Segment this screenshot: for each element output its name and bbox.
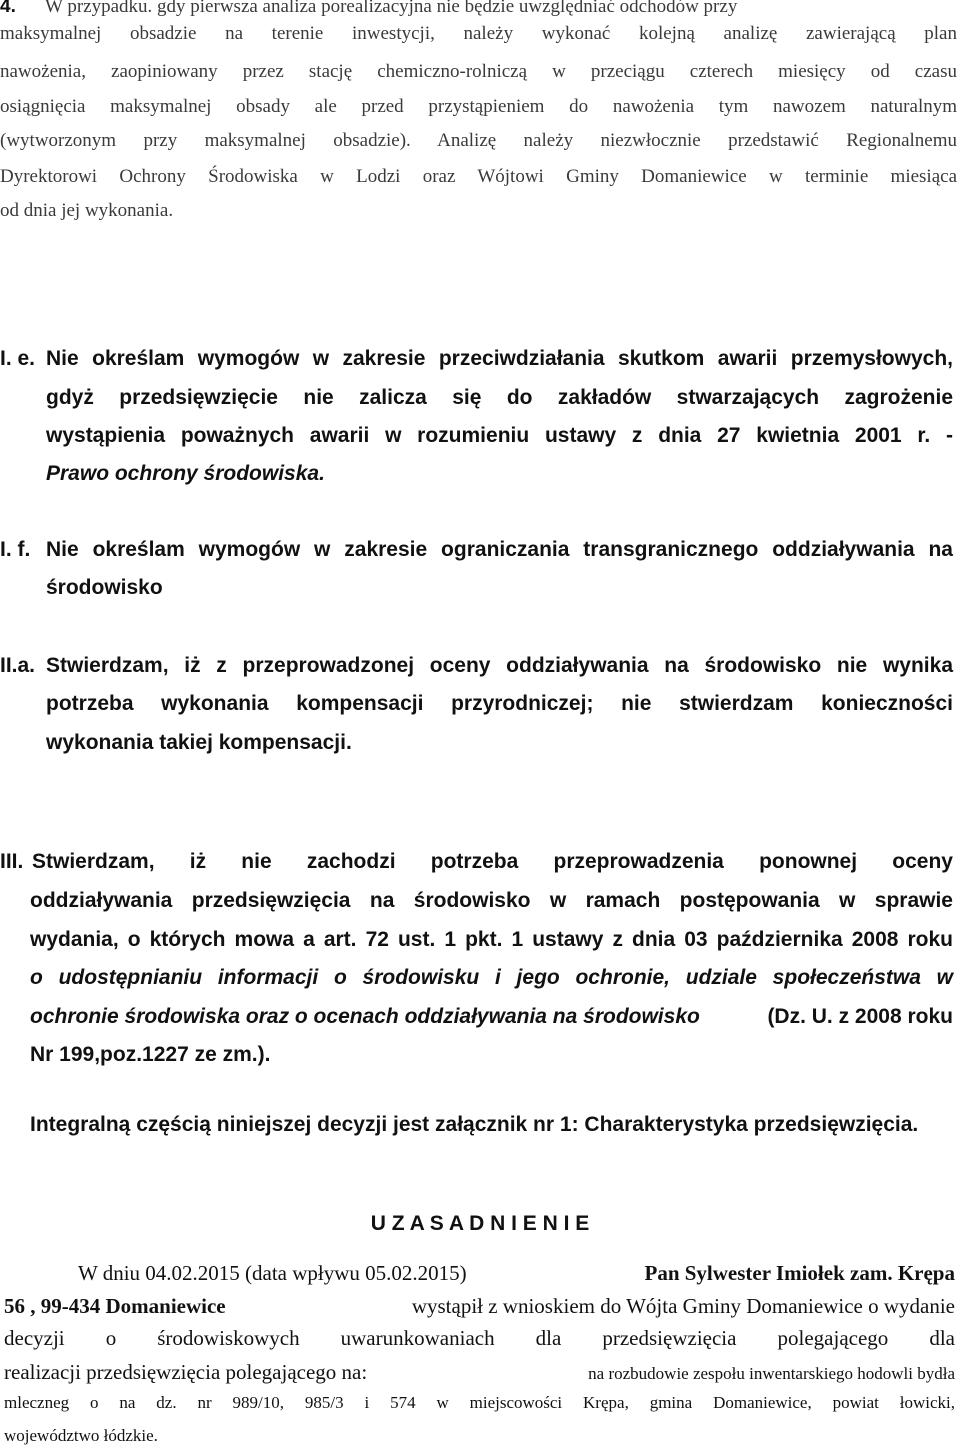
annex-note: Integralną częścią niniejszej decyzji jest załącznik nr 1: Charakterystyka przedsięwzięcia. [30, 1113, 919, 1136]
text-line: oddziaływania przedsięwzięcia na środowisko w ramach postępowania w sprawie [30, 889, 953, 912]
text-run: na rozbudowie zespołu inwentarskiego hodowli bydła [588, 1364, 955, 1383]
section-label: I. e. [0, 347, 36, 370]
text-line [4, 1360, 955, 1385]
applicant-name: Pan Sylwester Imiołek zam. Krępa [644, 1261, 955, 1285]
text-line: potrzeba wykonania kompensacji przyrodniczej; nie stwierdzam konieczności [46, 692, 953, 715]
law-title-line: o udostępnianiu informacji o środowisku i jego ochronie, udziale społeczeństwa w [30, 966, 953, 989]
text-line: środowisko [46, 576, 163, 599]
text-line: gdyż przedsięwzięcie nie zalicza się do zakładów stwarzających zagrożenie [46, 386, 953, 409]
journal-reference: (Dz. U. z 2008 roku [767, 1005, 953, 1028]
text-line: nawożenia, zaopiniowany przez stację chemiczno-rolniczą w przeciągu czterech miesięcy od czasu [0, 61, 957, 82]
text-line [30, 1005, 953, 1029]
section-heading: U Z A S A D N I E N I E [370, 1212, 590, 1235]
text-line: Dyrektorowi Ochrony Środowiska w Lodzi oraz Wójtowi Gminy Domaniewice w terminie miesiąca [0, 166, 957, 187]
law-title: Prawo ochrony środowiska. [46, 462, 325, 485]
text-line: Nie określam wymogów w zakresie przeciwdziałania skutkom awarii przemysłowych, [46, 347, 953, 370]
text-line: Nie określam wymogów w zakresie ograniczania transgranicznego oddziaływania na [46, 538, 953, 561]
paragraph-number: 4. [0, 0, 16, 17]
applicant-address: 56 , 99-434 Domaniewice [4, 1294, 226, 1318]
text-line: maksymalnej obsadzie na terenie inwestycji, należy wykonać kolejną analizę zawierającą plan [0, 23, 957, 44]
text-line: wykonania takiej kompensacji. [46, 731, 352, 754]
text-line: W przypadku. gdy pierwsza analiza porealizacyjna nie będzie uwzględniać odchodów przy [45, 0, 738, 17]
section-label: II.a. [0, 654, 36, 677]
law-title-line: ochronie środowiska oraz o ocenach oddziaływania na środowisko [30, 1005, 700, 1028]
section-label: I. f. [0, 538, 31, 561]
text-line [4, 1294, 955, 1319]
text-run: W dniu 04.02.2015 (data wpływu 05.02.2015) [78, 1261, 467, 1285]
text-line: województwo łódzkie. [4, 1426, 158, 1445]
text-run: wystąpił z wnioskiem do Wójta Gminy Domaniewice o wydanie [411, 1294, 955, 1318]
text-line: decyzji o środowiskowych uwarunkowaniach dla przedsięwzięcia polegającego dla [4, 1326, 955, 1350]
text-line: Stwierdzam, iż z przeprowadzonej oceny oddziaływania na środowisko nie wynika [46, 654, 953, 677]
text-line: osiągnięcia maksymalnej obsady ale przed przystąpieniem do nawożenia tym nawozem naturalnym [0, 96, 957, 117]
text-line: Stwierdzam, iż nie zachodzi potrzeba przeprowadzenia ponownej oceny [32, 850, 953, 873]
text-line: wydania, o których mowa a art. 72 ust. 1 pkt. 1 ustawy z dnia 03 października 2008 roku [30, 928, 953, 951]
text-line: (wytworzonym przy maksymalnej obsadzie). Analizę należy niezwłocznie przedstawić Regionalnemu [0, 130, 957, 151]
text-line: wystąpienia poważnych awarii w rozumieniu ustawy z dnia 27 kwietnia 2001 r. - [46, 424, 953, 447]
text-line: od dnia jej wykonania. [0, 200, 174, 221]
section-label: III. [0, 850, 24, 873]
text-line: mleczneg o na dz. nr 989/10, 985/3 i 574 w miejscowości Krępa, gmina Domaniewice, powiat łowicki, [4, 1393, 955, 1412]
text-run: realizacji przedsięwzięcia polegającego na: [4, 1360, 368, 1384]
text-line: Nr 199,poz.1227 ze zm.). [30, 1043, 271, 1066]
text-line [78, 1261, 955, 1286]
